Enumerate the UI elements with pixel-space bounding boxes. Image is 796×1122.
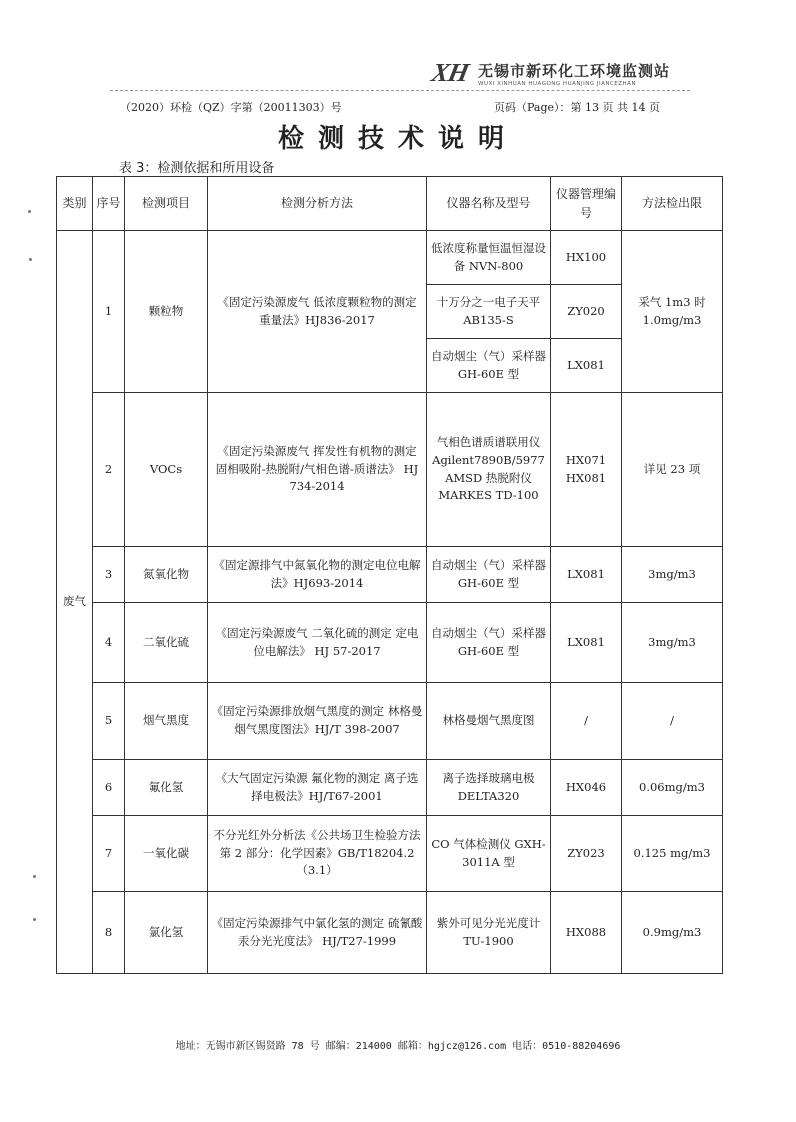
table-row [57,892,723,974]
table-header-row [57,177,723,231]
row-item: 一氧化碳 [125,816,208,892]
row-no: 3 [93,547,125,603]
table-row [57,603,723,683]
row-limit: 采气 1m3 时 1.0mg/m3 [622,231,723,393]
row-method: 《固定污染源废气 挥发性有机物的测定 固相吸附-热脱附/气相色谱-质谱法》 HJ 734-2014 [208,393,427,547]
table-row [57,816,723,892]
scan-speck [33,875,36,878]
row-no: 8 [93,892,125,974]
row-method: 《固定污染源排气中氯化氢的测定 硫氰酸汞分光光度法》 HJ/T27-1999 [208,892,427,974]
row-instrument-id: LX081 [551,339,622,393]
table-row [57,683,723,760]
footer-contact: 地址：无锡市新区锡贤路 78 号 邮编：214000 邮箱：hgjcz@126.com 电话：0510-88204696 [175,1041,621,1052]
header-limit: 方法检出限 [622,177,723,231]
row-instrument: 十万分之一电子天平 AB135-S [427,285,551,339]
row-instrument: 低浓度称量恒温恒湿设备 NVN-800 [427,231,551,285]
row-instrument: 离子选择玻璃电极 DELTA320 [427,760,551,816]
row-instrument-id: ZY020 [551,285,622,339]
header-divider [110,90,690,91]
row-instrument-id: / [551,683,622,760]
row-no: 7 [93,816,125,892]
row-instrument: 气相色谱质谱联用仪 Agilent7890B/5977 AMSD 热脱附仪 MARKES TD-100 [427,393,551,547]
row-method: 不分光红外分析法《公共场卫生检验方法第 2 部分：化学因素》GB/T18204.2（3.1） [208,816,427,892]
scan-speck [33,918,36,921]
row-no: 4 [93,603,125,683]
header-category: 类别 [57,177,93,231]
row-item: 颗粒物 [125,231,208,393]
row-instrument-id: HX100 [551,231,622,285]
table-caption: 表 3：检测依据和所用设备 [119,161,275,176]
row-no: 6 [93,760,125,816]
row-limit: 0.125 mg/m3 [622,816,723,892]
row-item: 氮氧化物 [125,547,208,603]
org-name-cn: 无锡市新环化工环境监测站 [478,62,671,80]
table-row [57,393,723,547]
row-instrument-id: LX081 [551,603,622,683]
header-item: 检测项目 [125,177,208,231]
row-item: 氟化氢 [125,760,208,816]
page-info: 页码（Page）：第 13 页 共 14 页 [494,101,660,114]
row-instrument-id: HX088 [551,892,622,974]
row-instrument: CO 气体检测仪 GXH-3011A 型 [427,816,551,892]
row-instrument: 自动烟尘（气）采样器 GH-60E 型 [427,547,551,603]
row-instrument: 紫外可见分光光度计 TU-1900 [427,892,551,974]
row-method: 《固定源排气中氮氧化物的测定电位电解法》HJ693-2014 [208,547,427,603]
row-limit: 0.9mg/m3 [622,892,723,974]
row-item: 烟气黑度 [125,683,208,760]
row-method: 《固定污染源排放烟气黑度的测定 林格曼烟气黑度图法》HJ/T 398-2007 [208,683,427,760]
row-instrument: 自动烟尘（气）采样器 GH-60E 型 [427,603,551,683]
row-instrument-id: HX071 HX081 [551,393,622,547]
row-limit: 详见 23 项 [622,393,723,547]
header-no: 序号 [93,177,125,231]
row-item: 氯化氢 [125,892,208,974]
header-instrument-id: 仪器管理编号 [551,177,622,231]
row-method: 《固定污染源废气 低浓度颗粒物的测定 重量法》HJ836-2017 [208,231,427,393]
row-instrument-id: HX046 [551,760,622,816]
row-limit: 3mg/m3 [622,603,723,683]
row-limit: 3mg/m3 [622,547,723,603]
row-no: 5 [93,683,125,760]
org-name-en: WUXI XINHUAN HUAGONG HUANJING JIANCEZHAN [478,81,637,87]
row-limit: 0.06mg/m3 [622,760,723,816]
header-instrument: 仪器名称及型号 [427,177,551,231]
row-instrument-id: ZY023 [551,816,622,892]
detection-table [56,176,723,974]
table-row [57,760,723,816]
row-no: 2 [93,393,125,547]
row-no: 1 [93,231,125,393]
row-instrument-id: LX081 [551,547,622,603]
row-limit: / [622,683,723,760]
row-item: VOCs [125,393,208,547]
logo-mark: XH [429,58,471,87]
row-instrument: 自动烟尘（气）采样器 GH-60E 型 [427,339,551,393]
scan-speck [28,210,31,213]
table-row [57,231,723,285]
category-cell: 废气 [57,231,93,974]
table-row [57,547,723,603]
row-instrument: 林格曼烟气黑度图 [427,683,551,760]
row-item: 二氧化硫 [125,603,208,683]
document-number: （2020）环检（QZ）字第（20011303）号 [120,101,342,114]
header-method: 检测分析方法 [208,177,427,231]
page-title: 检测技术说明 [277,124,518,154]
scan-speck [29,258,32,261]
row-method: 《固定污染源废气 二氧化硫的测定 定电位电解法》 HJ 57-2017 [208,603,427,683]
row-method: 《大气固定污染源 氟化物的测定 离子选择电极法》HJ/T67-2001 [208,760,427,816]
